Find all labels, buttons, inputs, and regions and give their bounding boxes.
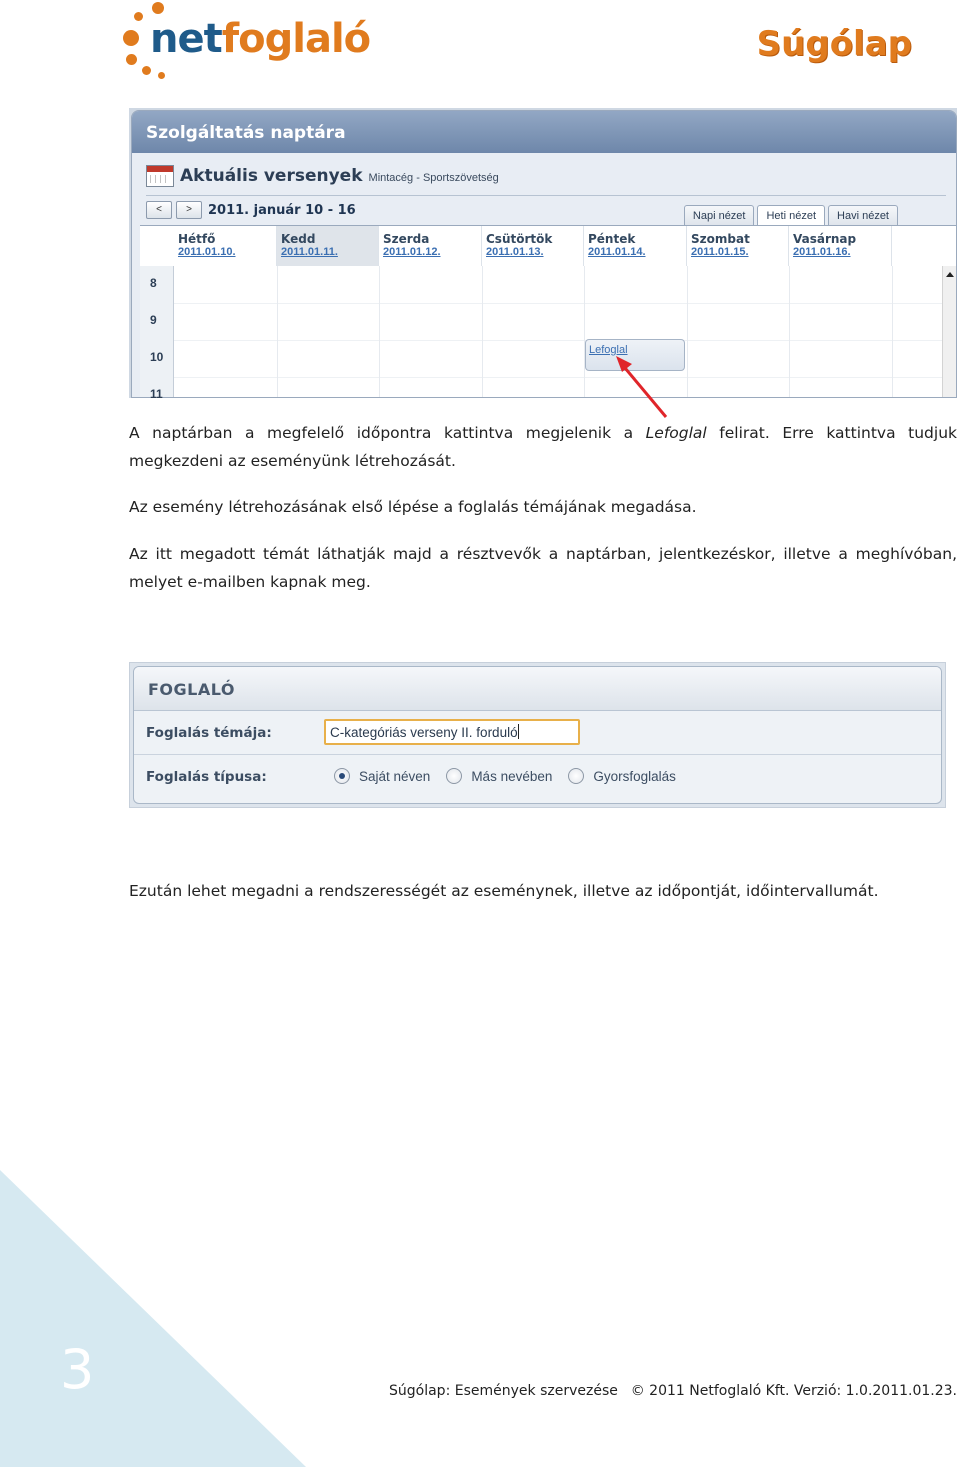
hour-label: 9 <box>150 313 157 327</box>
day-column-line <box>584 266 585 397</box>
day-header-tuesday <box>277 226 379 266</box>
day-header-thursday <box>482 226 584 266</box>
day-header-monday <box>174 226 277 266</box>
day-name: Vasárnap <box>793 232 857 246</box>
hour-row-line <box>174 377 942 378</box>
topic-label: Foglalás témája: <box>146 725 272 741</box>
day-name: Péntek <box>588 232 636 246</box>
paragraph-lefoglal-intro <box>129 419 957 475</box>
calendar-icon <box>146 165 174 187</box>
next-week-button[interactable]: > <box>176 201 202 219</box>
form-title: FOGLALÓ <box>134 667 941 711</box>
scroll-up-icon[interactable] <box>946 272 954 277</box>
calendar-screenshot <box>129 108 957 398</box>
tab-month-view[interactable]: Havi nézet <box>828 205 898 225</box>
calendar-subtitle: Aktuális versenyek <box>180 166 363 186</box>
day-date-link[interactable]: 2011.01.13. <box>486 246 544 258</box>
logo-foglalo: foglaló <box>221 16 371 62</box>
type-row <box>134 755 941 799</box>
hour-column <box>140 266 174 397</box>
day-date-link[interactable]: 2011.01.10. <box>178 246 236 258</box>
hour-row-line <box>174 340 942 341</box>
day-header-friday <box>584 226 687 266</box>
booking-form <box>133 666 942 804</box>
day-date-link[interactable]: 2011.01.14. <box>588 246 646 258</box>
topic-row <box>134 711 941 755</box>
day-header-wednesday <box>379 226 482 266</box>
day-column-line <box>482 266 483 397</box>
logo-net: net <box>150 16 222 62</box>
hour-label: 10 <box>150 350 164 364</box>
radio-on-behalf[interactable] <box>446 768 462 784</box>
calendar-scrollbar[interactable] <box>942 266 956 397</box>
red-arrow-annotation-icon <box>600 350 680 422</box>
day-date-link[interactable]: 2011.01.12. <box>383 246 441 258</box>
prev-week-button[interactable]: < <box>146 201 172 219</box>
day-date-link[interactable]: 2011.01.15. <box>691 246 749 258</box>
topic-input-value: C-kategóriás verseny II. forduló <box>330 725 518 740</box>
text-caret <box>518 724 519 739</box>
help-page-title: Súgólap <box>756 24 912 64</box>
calendar-divider <box>146 195 946 196</box>
footer-document-title: Súgólap: Események szervezése <box>389 1383 618 1399</box>
calendar-panel <box>131 110 957 398</box>
calendar-nav <box>146 201 356 219</box>
radio-label[interactable]: Gyorsfoglalás <box>593 768 676 784</box>
day-date-link[interactable]: 2011.01.11. <box>281 246 338 258</box>
calendar-subheader <box>146 161 499 191</box>
day-date-link[interactable]: 2011.01.16. <box>793 246 851 258</box>
day-column-line <box>277 266 278 397</box>
radio-label[interactable]: Saját néven <box>359 768 431 784</box>
logo-wordmark <box>150 16 370 62</box>
day-column-line <box>789 266 790 397</box>
paragraph-topic-visibility: Az itt megadott témát láthatják majd a résztvevők a naptárban, jelentkezéskor, illetve a meghívóban, melyet e-mailben kapnak meg. <box>129 545 957 591</box>
radio-label[interactable]: Más nevében <box>471 768 553 784</box>
page-number: 3 <box>60 1338 95 1401</box>
view-tabs <box>681 205 898 225</box>
footer-copyright: © 2011 Netfoglaló Kft. Verzió: 1.0.2011.01.23. <box>630 1383 957 1399</box>
hour-label: 11 <box>150 387 163 398</box>
type-label: Foglalás típusa: <box>146 769 267 785</box>
day-column-line <box>687 266 688 397</box>
day-name: Hétfő <box>178 232 216 246</box>
day-column-line <box>379 266 380 397</box>
booking-form-screenshot <box>129 662 946 808</box>
radio-quick-booking[interactable] <box>568 768 584 784</box>
book-slot-button[interactable]: Lefoglal <box>585 339 685 371</box>
tab-day-view[interactable]: Napi nézet <box>684 205 755 225</box>
day-name: Kedd <box>281 232 316 246</box>
calendar-organization: Mintacég - Sportszövetség <box>368 172 499 184</box>
paragraph-first-step: Az esemény létrehozásának első lépése a foglalás témájának megadása. <box>129 498 697 516</box>
day-name: Csütörtök <box>486 232 553 246</box>
emphasis-lefoglal: Lefoglal <box>645 424 707 442</box>
day-header-sunday <box>789 226 892 266</box>
type-radio-group <box>334 768 692 784</box>
day-column-line <box>892 266 893 397</box>
week-grid <box>140 225 956 397</box>
radio-own-name[interactable] <box>334 768 350 784</box>
hour-label: 8 <box>150 276 157 290</box>
paragraph-text: felirat. Erre kattintva tudjuk megkezdeni az eseményünk létrehozását. <box>129 424 957 470</box>
topic-input[interactable] <box>324 719 580 745</box>
date-range: 2011. január 10 - 16 <box>208 202 356 218</box>
day-header-saturday <box>687 226 789 266</box>
paragraph-text: A naptárban a megfelelő időpontra kattintva megjelenik a <box>129 424 646 442</box>
tab-week-view[interactable]: Heti nézet <box>757 205 825 225</box>
hour-row-line <box>174 303 942 304</box>
corner-decoration <box>0 1170 306 1467</box>
day-name: Szerda <box>383 232 430 246</box>
calendar-panel-title: Szolgáltatás naptára <box>132 111 956 153</box>
netfoglalo-logo <box>120 0 370 84</box>
paragraph-next-step: Ezután lehet megadni a rendszerességét az eseménynek, illetve az időpontját, időintervallumát. <box>129 882 879 900</box>
day-name: Szombat <box>691 232 750 246</box>
